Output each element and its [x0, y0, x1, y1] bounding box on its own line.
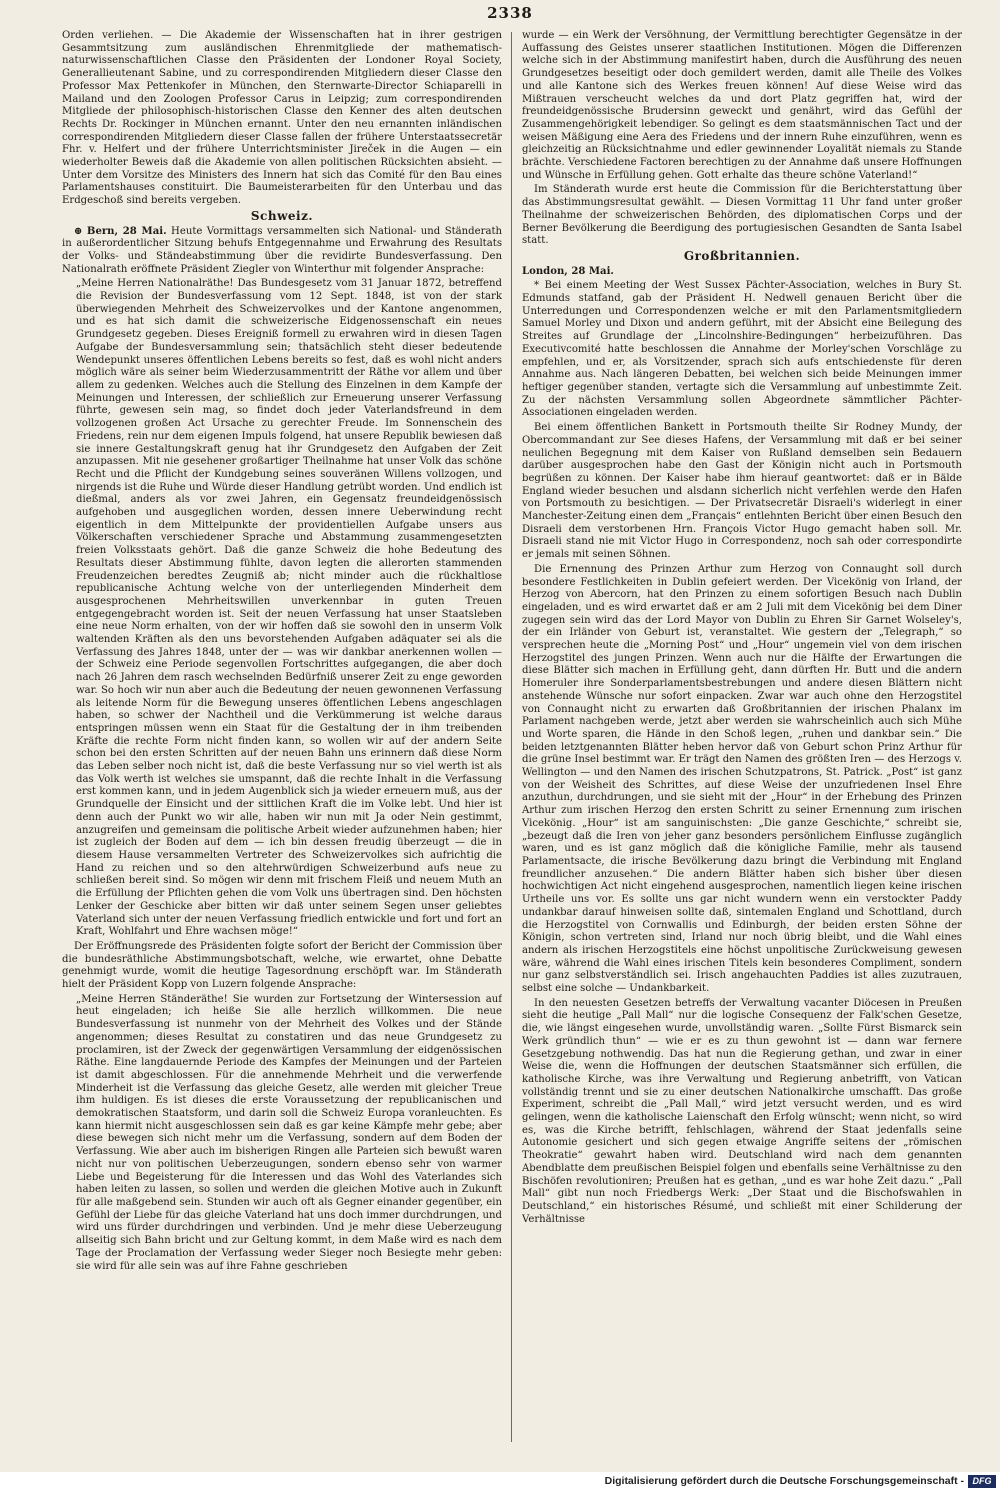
speech-quote: „Meine Herren Ständeräthe! Sie wurden zur Fortsetzung der Wintersession auf heut eingeladen; ich heiße Sie alle herzlich willkommen. Die neue Bundesverfassung ist nunmehr von der Mehrheit des Volkes und der Stände angenommen; dieses Resultat zu constatiren und das neue Grundgesetz zu proclamiren, ist der Zweck der gegenwärtigen Versammlung der eidgenössischen Räthe. Eine langdauernde Periode des Kampfes der Meinungen und der Parteien ist damit abgeschlossen. Für die annehmende Mehrheit und die verwerfende Minderheit ist die Verfassung das gleiche Gesetz, alle werden mit gleicher Treue ihm huldigen. Es ist dieses die erste Voraussetzung der republicanischen und demokratischen Staatsform, und darin soll die Schweiz Europa voranleuchten. Es kann hiermit nicht ausgeschlossen sein daß es gar keine Kämpfe mehr gebe; aber diese bewegen sich nicht mehr um die Verfassung, sondern auf dem Boden der Verfassung. Wie aber auch im bisherigen Ringen alle Parteien sich bewußt waren nicht nur von politischen Ueberzeugungen, sondern ebenso sehr von warmer Liebe und Begeisterung für die Interessen und das Wohl des Vaterlandes sich haben leiten zu lassen, so sollen und werden die gleichen Motive auch in Zukunft für alle maßgebend sein. Stunden wir auch oft als Gegner einander gegenüber, ein Gefühl der Liebe für das gleiche Vaterland hat uns doch immer durchdrungen, und wird uns fürder durchdringen und verbinden. Und je mehr diese Ueberzeugung allseitig sich Bahn bricht und zur Geltung kommt, in dem Maße wird es nach dem Tage der Proclamation der Verfassung weder Sieger noch Besiegte mehr geben: sie wird für alle sein was auf ihre Fahne geschrieben: [76, 993, 502, 1272]
article-paragraph: wurde — ein Werk der Versöhnung, der Vermittlung berechtigter Gegensätze in der Auffassung des Geistes unserer staatlichen Institutionen. Mögen die Differenzen welche sich in der Abstimmung manifestirt haben, durch die Ausführung des neuen Grundgesetzes beseitigt oder doch gemildert werden, damit alle Theile des Volkes und alle Kantone sich des Werkes freuen können! Auf diese Weise wird das Mißtrauen verscheucht welches da und dort Platz gegriffen hat, wird der freundeidgenössische Brudersinn geweckt und genährt, wird das Gefühl der Zusammengehörigkeit lebendiger. So gelingt es dem staatsmännischen Tact und der weisen Mäßigung eine Aera des Friedens und der innern Ruhe einzuführen, wenn es gleichzeitig an Rücksichtnahme und edler gewinnender Loyalität niemals zu Stande brächte. Verschiedene Factoren berechtigen zu der Annahme daß unsere Hoffnungen und Wünsche in Erfüllung gehen. Gott erhalte das theure schöne Vaterland!“: [522, 30, 962, 181]
article-paragraph: Im Ständerath wurde erst heute die Commission für die Berichterstattung über das Abstimmungsresultat gewählt. — Diesen Vormittag 11 Uhr fand unter großer Theilnahme der schweizerischen Behörden, des diplomatischen Corps und der Berner Bevölkerung die Beerdigung des portugiesischen Gesandten de Santa Isabel statt.: [522, 184, 962, 247]
dateline-london: [522, 266, 962, 279]
article-paragraph: Die Ernennung des Prinzen Arthur zum Herzog von Connaught soll durch besondere Festlichkeiten in Dublin gefeiert werden. Der Vicekönig von Irland, der Herzog von Abercorn, hat den Prinzen zu einem sofortigen Besuch nach Dublin eingeladen, und es wird erwartet daß er am 2 Juli mit dem Vicekönig bei dem Diner zugegen sein wird das der Lord Mayor von Dublin zu Ehren Sir Garnet Wolseley's, der ein Irländer von Geburt ist, veranstaltet. Wie gestern der „Telegraph,“ so versprechen heute die „Morning Post“ und „Hour“ ungemein viel von dem irischen Herzogstitel des jungen Prinzen. Wenn auch nur die Hälfte der Erwartungen die diese Blätter sich machen in Erfüllung geht, dann dürften Hr. Butt und die andern Homeruler ihre Sonderparlamentsbestrebungen und andere diesen Blättern nicht anstehende Wünsche nur sofort einpacken. Zwar war auch ohne den Herzogstitel von Connaught nicht zu erwarten daß Großbritannien der irischen Phalanx im Parlament nachgeben werde, jetzt aber werden sie wahrscheinlich auch sich Mühe und Worte sparen, die Hände in den Schoß legen, „ruhen und dankbar sein.“ Die beiden letztgenannten Blätter heben hervor daß von Geburt schon Prinz Arthur für die grüne Insel bestimmt war. Er trägt den Namen des größten Iren — des Herzogs v. Wellington — und den Namen des irischen Schutzpatrons, St. Patrick. „Post“ ist ganz von der Weisheit des Schrittes, auf diese Weise der unzufriedenen Insel Ehre anzuthun, durchdrungen, und sie sieht mit der „Hour“ in der Erhebung des Prinzen Arthur zum irischen Herzog den ersten Schritt zu seiner Ernennung zum irischen Vicekönig. „Hour“ ist am sanguinischsten: „Die ganze Geschichte,“ schreibt sie, „bezeugt daß die Iren von jeher ganz besonders persönlichem Einflusse zugänglich waren, und es ist ganz möglich daß die königliche Familie, mehr als tausend Parlamentsacte, die irische Bevölkerung dazu bringt die Verbindung mit England freundlicher anzusehen.“ Die andern Blätter haben sich bisher über diesen hochwichtigen Act nicht eingehend ausgesprochen, namentlich liegen keine irischen Urtheile uns vor. Es sollte uns gar nicht wundern wenn ein verstockter Paddy undankbar darauf hinweisen sollte daß, sintemalen England und Schottland, durch die Herzogstitel von Cornwallis und Edinburgh, der beiden ersten Söhne der Königin, schon vertreten sind, Irland nur noch übrig bleibt, und die Wahl eines andern als irischen Herzogstitels eine höchst unpolitische Zurückweisung gewesen wäre, während die Wahl eines irischen Titels kein besonderes Compliment, sondern nur ganz selbstverständlich sei. Irisch angehauchten Paddies ist alles zuzutrauen, selbst eine solche — Undankbarkeit.: [522, 563, 962, 995]
article-paragraph: Der Eröffnungsrede des Präsidenten folgte sofort der Bericht der Commission über die bundesräthliche Abstimmungsbotschaft, welche, wie erwartet, ohne Debatte genehmigt wurde, womit die heutige Tagesordnung erschöpft war. Im Ständerath hielt der Präsident Kopp von Luzern folgende Ansprache:: [62, 940, 502, 991]
dfg-logo: DFG: [968, 1475, 996, 1488]
right-column: [522, 30, 962, 1450]
article-text: Heute Vormittags versammelten sich National- und Ständerath in außerordentlicher Sitzung behufs Entgegennahme und Erwahrung des Resultats der Volks- und Ständeabstimmung über die revidirte Bundesverfassung. Den Nationalrath eröffnete Präsident Ziegler von Winterthur mit folgender Ansprache:: [62, 225, 502, 275]
article-paragraph: Orden verliehen. — Die Akademie der Wissenschaften hat in ihrer gestrigen Gesammtsitzung zum ausländischen Ehrenmitgliede der mathematisch-naturwissenschaftlichen Classe den Präsidenten der Londoner Royal Society, Generallieutenant Sabine, und zu correspondirenden Mitgliedern dieser Classe den Professor Max Pettenkofer in München, den Sternwarte-Director Schiaparelli in Mailand und den Zoologen Professor Carus in Leipzig; zum correspondirenden Mitgliede der philosophisch-historischen Classe den Kenner des alten deutschen Rechts Dr. Rockinger in München ernannt. Unter den neu ernannten inländischen correspondirenden Mitgliedern dieser Classe fallen der frühere Unterstaatssecretär Fhr. v. Helfert und der frühere Unterrichtsminister Jireček in die Augen — ein wiederholter Beweis daß die Akademie von allen politischen Rücksichten absieht. — Unter dem Vorsitze des Ministers des Innern hat sich das Comité für den Bau eines Parlamentshauses constituirt. Die Baumeisterarbeiten für den Unterbau und das Erdgeschoß sind bereits vergeben.: [62, 30, 502, 207]
funding-notice: Digitalisierung gefördert durch die Deutsche Forschungsgemeinschaft -: [604, 1475, 964, 1487]
footer-bar: [0, 1472, 1000, 1492]
article-paragraph: [62, 226, 502, 277]
cross-icon: ⊕: [74, 225, 83, 237]
left-column: [62, 30, 502, 1450]
column-divider: [511, 32, 512, 1442]
article-paragraph: * Bei einem Meeting der West Sussex Pächter-Association, welches in Bury St. Edmunds statfand, gab der Präsident H. Nedwell genauen Bericht über die Unterredungen und Correspondenzen welche er mit den Parlamentsmitgliedern Samuel Morley und Dixon und andern geführt, mit der Absicht eine Beilegung des Streites auf Grundlage der „Lincolnshire-Bedingungen“ herbeizuführen. Das Executivcomité hatte beschlossen die Annahme der Morley'schen Vorschläge zu empfehlen, und er, als Vorsitzender, sprach sich aufs entschiedenste für deren Annahme aus. Nach längeren Debatten, bei welchen sich beide Meinungen immer heftiger gegenüber standen, vertagte sich die Versammlung auf unbestimmte Zeit. Zu der nächsten Versammlung sollen Abgeordnete sämmtlicher Pächter-Associationen eingeladen werden.: [522, 280, 962, 419]
section-heading-grossbritannien: Großbritannien.: [683, 248, 801, 263]
dateline-london-text: London, 28 Mai.: [522, 265, 614, 277]
dateline-bern: Bern, 28 Mai.: [86, 225, 167, 237]
article-paragraph: Bei einem öffentlichen Bankett in Portsmouth theilte Sir Rodney Mundy, der Obercommandant zur See dieses Hafens, der Versammlung mit daß er bei seiner neulichen Begegnung mit dem Kaiser von Rußland demselben sein Bedauern darüber ausgesprochen habe den Gast der Königin nicht auch in Portsmouth begrüßen zu können. Der Kaiser habe ihm hierauf geantwortet: daß er in Bälde England wieder besuchen und alsdann sicherlich nicht verfehlen werde den Hafen von Portsmouth zu besichtigen. — Der Privatsecretär Disraeli's widerlegt in einer Manchester-Zeitung einen dem „Français“ entlehnten Bericht über einen Besuch den Disraeli dem verstorbenen Hrn. François Victor Hugo gemacht haben soll. Mr. Disraeli stand nie mit Victor Hugo in Correspondenz, noch sah oder correspondirte er jemals mit seinen Söhnen.: [522, 422, 962, 561]
section-heading-schweiz: Schweiz.: [250, 208, 314, 223]
page-number: 2338: [487, 4, 533, 22]
article-paragraph: In den neuesten Gesetzen betreffs der Verwaltung vacanter Diöcesen in Preußen sieht die heutige „Pall Mall“ nur die logische Consequenz der Falk'schen Gesetze, die, wie längst eingesehen wurde, unvollständig waren. „Sollte Fürst Bismarck sein Werk gründlich thun“ — wie er es zu thun gewohnt ist — dann war fernere Gesetzgebung nothwendig. Das hat nun die Regierung gethan, und zwar in einer Weise die, wenn die Hoffnungen der deutschen Staatsmänner sich erfüllen, die katholische Kirche, was ihre Verwaltung und Regierung anbetrifft, von Vatican vollständig trennt und sie zu einer deutschen Nationalkirche umschafft. Das große Experiment, schreibt die „Pall Mall,“ wird jetzt versucht werden, und es wird gelingen, wenn die katholische Laienschaft den Erfolg wünscht; wenn nicht, so wird es, was die Kirche betrifft, fehlschlagen, während der Staat jedenfalls seine Autonomie gesichert und sich gegen etwaige Angriffe seitens der „römischen Theokratie“ gewahrt haben wird. Deutschland wird nach dem genannten Abendblatte dem preußischen Beispiel folgen und ebenfalls seine Verhältnisse zu den Bischöfen revolutioniren; Preußen hat es gethan, „und es war hohe Zeit dazu.“ „Pall Mall“ gibt nun noch Friedbergs Werk: „Der Staat und die Bischofswahlen in Deutschland,“ ein historisches Résumé, und schließt mit einer Schilderung der Verhältnisse: [522, 997, 962, 1225]
speech-quote: „Meine Herren Nationalräthe! Das Bundesgesetz vom 31 Januar 1872, betreffend die Revision der Bundesverfassung vom 12 Sept. 1848, ist von der stark überwiegenden Mehrheit des Schweizervolkes und der Kantone angenommen, und es hat sich damit die schweizerische Eidgenossenschaft ein neues Grundgesetz gegeben. Dieses Ereigniß formell zu erwahren wird in diesen Tagen Aufgabe der Bundesversammlung sein; thatsächlich steht dieser bedeutende Wendepunkt unseres öffentlichen Lebens bereits so fest, daß es wohl nicht anders möglich wäre als seiner beim Wiederzusammentritt der Räthe vor allem und über allem zu gedenken. Welches auch die Stellung des Einzelnen in dem Kampfe der Meinungen und Interessen, der schließlich zur Erneuerung unserer Verfassung führte, gewesen sein mag, so findet doch jeder Vaterlandsfreund in dem vollzogenen großen Act Ursache zu gerechter Freude. Im Sonnenschein des Friedens, rein nur dem eigenen Impuls folgend, hat unsere Republik bewiesen daß sie innere Gestaltungskraft genug hat ihr Grundgesetz den Aufgaben der Zeit anzupassen. Mit nie gesehener großartiger Theilnahme hat unser Volk das schöne Recht und die Pflicht der Kundgebung seines souveränen Willens vollzogen, und nirgends ist die Ruhe und Würde dieser Handlung getrübt worden. Und endlich ist dießmal, anders als vor zwei Jahren, ein Gegensatz freundeidgenössisch aufgehoben und ausgeglichen worden, dessen innere Ueberwindung recht eigentlich in dem Mittelpunkte der providentiellen Aufgabe unsers aus Völkerschaften verschiedener Sprache und Abstammung zusammengesetzten freien Volksstaats gehört. Daß die ganze Schweiz die hohe Bedeutung des Resultats dieser Abstimmung fühlte, davon legten die allerorten stammenden Freudenzeichen beredtes Zeugniß ab; nicht minder auch die rückhaltlose republicanische Achtung welche von der unterliegenden Minderheit dem ausgesprochenen Mehrheitswillen unverkennbar in guten Treuen entgegengebracht worden ist. Seit der neuen Verfassung hat unser Staatsleben eine neue Norm erhalten, von der wir hoffen daß sie sowohl den in unserm Volk waltenden Kräften als den uns bevorstehenden Aufgaben adäquater sei als die Verfassung des Jahres 1848, unter der — was wir dankbar anerkennen wollen — der Schweiz eine Periode segenvollen Fortschrittes aufgegangen, die aber doch nach 26 Jahren dem rasch wechselnden Bedürfniß unserer Zeit zu enge geworden war. So hoch wir nun aber auch die Bedeutung der neuen gewonnenen Verfassung als leitende Norm für die Bewegung unseres öffentlichen Lebens angeschlagen haben, so schwer der Nachtheil und die Verkümmerung ist welche daraus entspringen müssen wenn ein Staat für die Gestaltung der in ihm treibenden Kräfte die rechte Form nicht finden kann, so wollen wir auf der andern Seite schon bei den ersten Schritten auf der neuen Bahn uns erinnern daß diese Norm das Leben selber noch nicht ist, daß die beste Verfassung nur so viel werth ist als das Volk werth ist welches sie umspannt, daß die rechte Inhalt in die Verfassung erst kommen kann, und in jedem Augenblick sich ja wieder erneuern muß, aus der Grundquelle der Einsicht und der sittlichen Kraft die im Volke lebt. Und hier ist denn auch der Punkt wo wir alle, haben wir nun mit Ja oder Nein gestimmt, anzugreifen und gemeinsam die politische Arbeit wieder aufzunehmen haben; hier ist zugleich der Boden auf dem — ich bin dessen freudig überzeugt — die in diesem Hause versammelten Vertreter des Schweizervolkes sich aufrichtig die Hand zu reichen und so den altehrwürdigen Schweizerbund aufs neue zu schließen bereit sind. So mögen wir denn mit frischem Fleiß und neuem Muth an die Erfüllung der Pflichten gehen die vom Volk uns übertragen sind. Den höchsten Lenker der Geschicke aber bitten wir daß unter seinem Segen unser geliebtes Vaterland sich unter der neuen Verfassung friedlich entwickle und fort und fort an Kraft, Wohlfahrt und Ehre wachsen möge!“: [76, 278, 502, 938]
